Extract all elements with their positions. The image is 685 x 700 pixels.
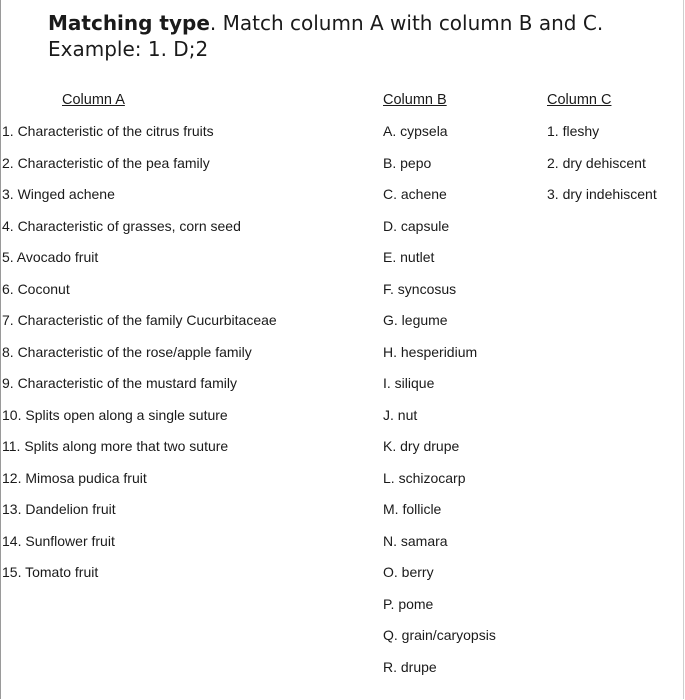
column-b-item: Q. grain/caryopsis [383,627,496,643]
column-a-item: 12. Mimosa pudica fruit [2,469,147,486]
column-b-item: C. achene [383,186,447,202]
column-b-item: K. dry drupe [383,438,460,454]
column-b-item: D. capsule [383,217,450,234]
column-b-item: N. samara [383,532,448,549]
column-b-item: M. follicle [383,501,442,517]
example-text: Example: 1. D;2 [48,37,209,61]
page-title: Matching type [48,11,210,35]
column-b-item: B. pepo [383,154,432,171]
column-c-item: 1. fleshy [547,123,600,139]
header [48,10,603,62]
column-b-item: E. nutlet [383,249,435,265]
column-c-heading: Column C [547,92,612,108]
column-a-item: 6. Coconut [2,280,70,297]
column-a-item: 3. Winged achene [2,186,115,202]
column-a-item: 14. Sunflower fruit [2,532,115,549]
column-a-item: 15. Tomato fruit [2,564,99,580]
column-c-list [547,120,657,215]
column-a-item: 11. Splits along more that two suture [2,438,229,454]
column-a-item: 10. Splits open along a single suture [2,406,228,423]
column-b-item: H. hesperidium [383,343,478,360]
column-b-item: A. cypsela [383,123,448,139]
column-b-item: P. pome [383,595,434,612]
column-a-item: 7. Characteristic of the family Cucurbitaceae [2,312,277,328]
column-c-item: 3. dry indehiscent [547,186,657,202]
column-a-item: 5. Avocado fruit [2,249,99,265]
column-a-item: 2. Characteristic of the pea family [2,154,210,171]
column-a-item: 9. Characteristic of the mustard family [2,375,237,391]
column-a-list [2,120,277,593]
instruction-text: . Match column A with column B and C. [209,11,604,35]
column-b-item: J. nut [383,406,418,423]
column-b-item: O. berry [383,564,434,580]
column-c-item: 2. dry dehiscent [547,154,646,171]
column-b-item: R. drupe [383,658,437,675]
column-b-list [383,120,496,687]
column-a-item: 8. Characteristic of the rose/apple family [2,343,252,360]
column-a-item: 13. Dandelion fruit [2,501,116,517]
column-a-item: 4. Characteristic of grasses, corn seed [2,217,241,234]
column-b-item: L. schizocarp [383,469,466,486]
column-b-heading: Column B [383,92,447,108]
column-b-item: I. silique [383,375,435,391]
column-b-item: G. legume [383,312,448,328]
column-a-item: 1. Characteristic of the citrus fruits [2,123,214,139]
column-b-item: F. syncosus [383,280,457,297]
column-a-heading: Column A [62,92,125,108]
